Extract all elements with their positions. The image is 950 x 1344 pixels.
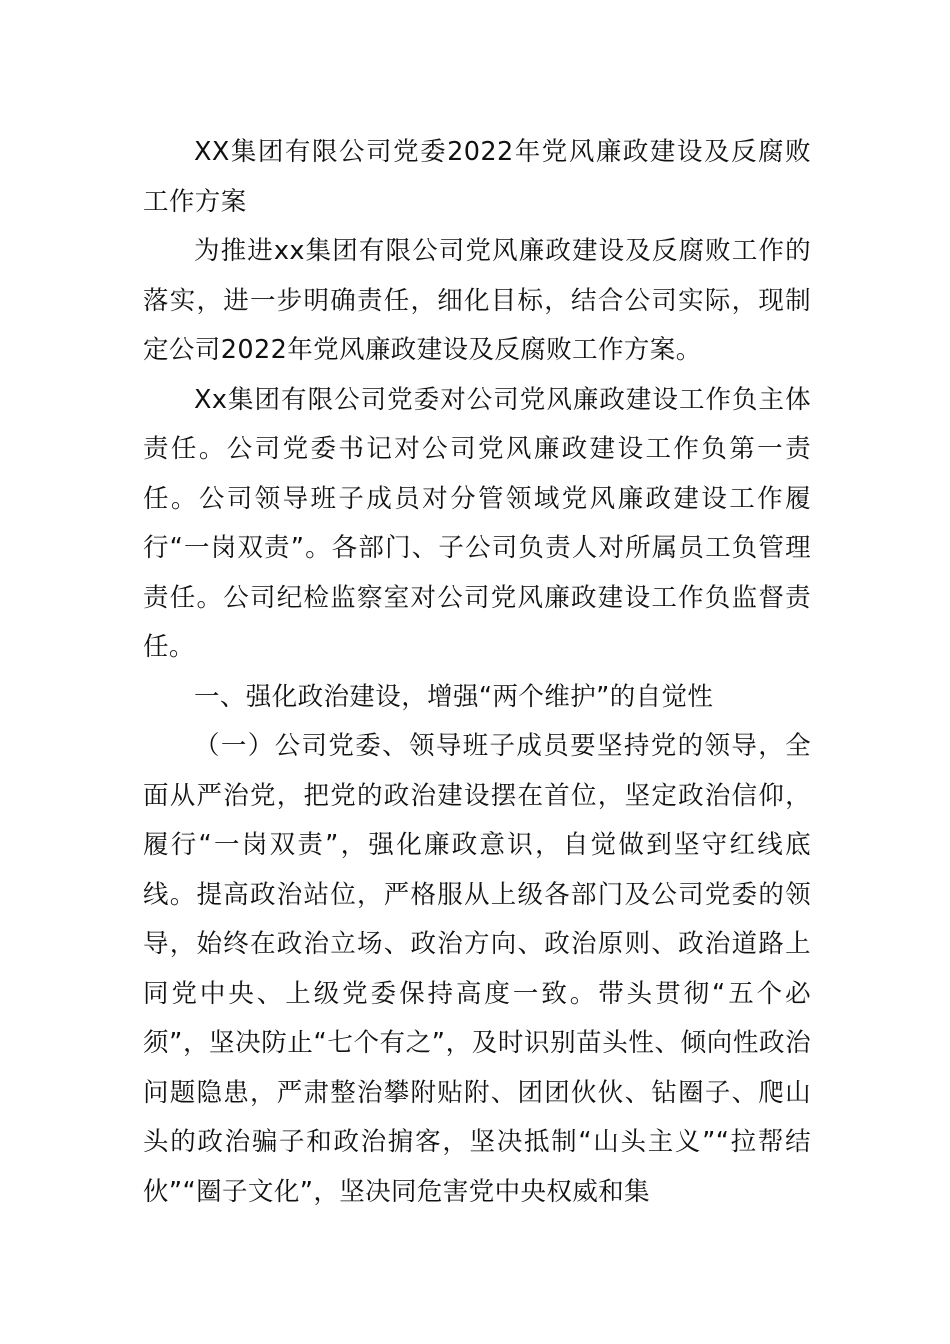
section-heading-1: 一、强化政治建设，增强“两个维护”的自觉性 — [194, 681, 714, 712]
document-title: XX集团有限公司党委2022年党风廉政建设及反腐败工作方案 — [143, 137, 811, 217]
paragraph-intro: 为推进xx集团有限公司党风廉政建设及反腐败工作的落实，进一步明确责任，细化目标，结合公司实际，现制定公司2022年党风廉政建设及反腐败工作方案。 — [143, 236, 811, 365]
document-body — [143, 128, 811, 1217]
paragraph-section-1-item-1: （一）公司党委、领导班子成员要坚持党的领导，全面从严治党，把党的政治建设摆在首位，坚定政治信仰，履行“一岗双责”，强化廉政意识，自觉做到坚守红线底线。提高政治站位，严格服从上级各部门及公司党委的领导，始终在政治立场、政治方向、政治原则、政治道路上同党中央、上级党委保持高度一致。带头贯彻“五个必须”，坚决防止“七个有之”，及时识别苗头性、倾向性政治问题隐患，严肃整治攀附贴附、团团伙伙、钻圈子、爬山头的政治骗子和政治掮客，坚决抵制“山头主义”“拉帮结伙”“圈子文化”，坚决同危害党中央权威和集 — [143, 731, 811, 1207]
paragraph-responsibility: Xx集团有限公司党委对公司党风廉政建设工作负主体责任。公司党委书记对公司党风廉政建设工作负第一责任。公司领导班子成员对分管领域党风廉政建设工作履行“一岗双责”。各部门、子公司负责人对所属员工负管理责任。公司纪检监察室对公司党风廉政建设工作负监督责任。 — [143, 384, 811, 662]
